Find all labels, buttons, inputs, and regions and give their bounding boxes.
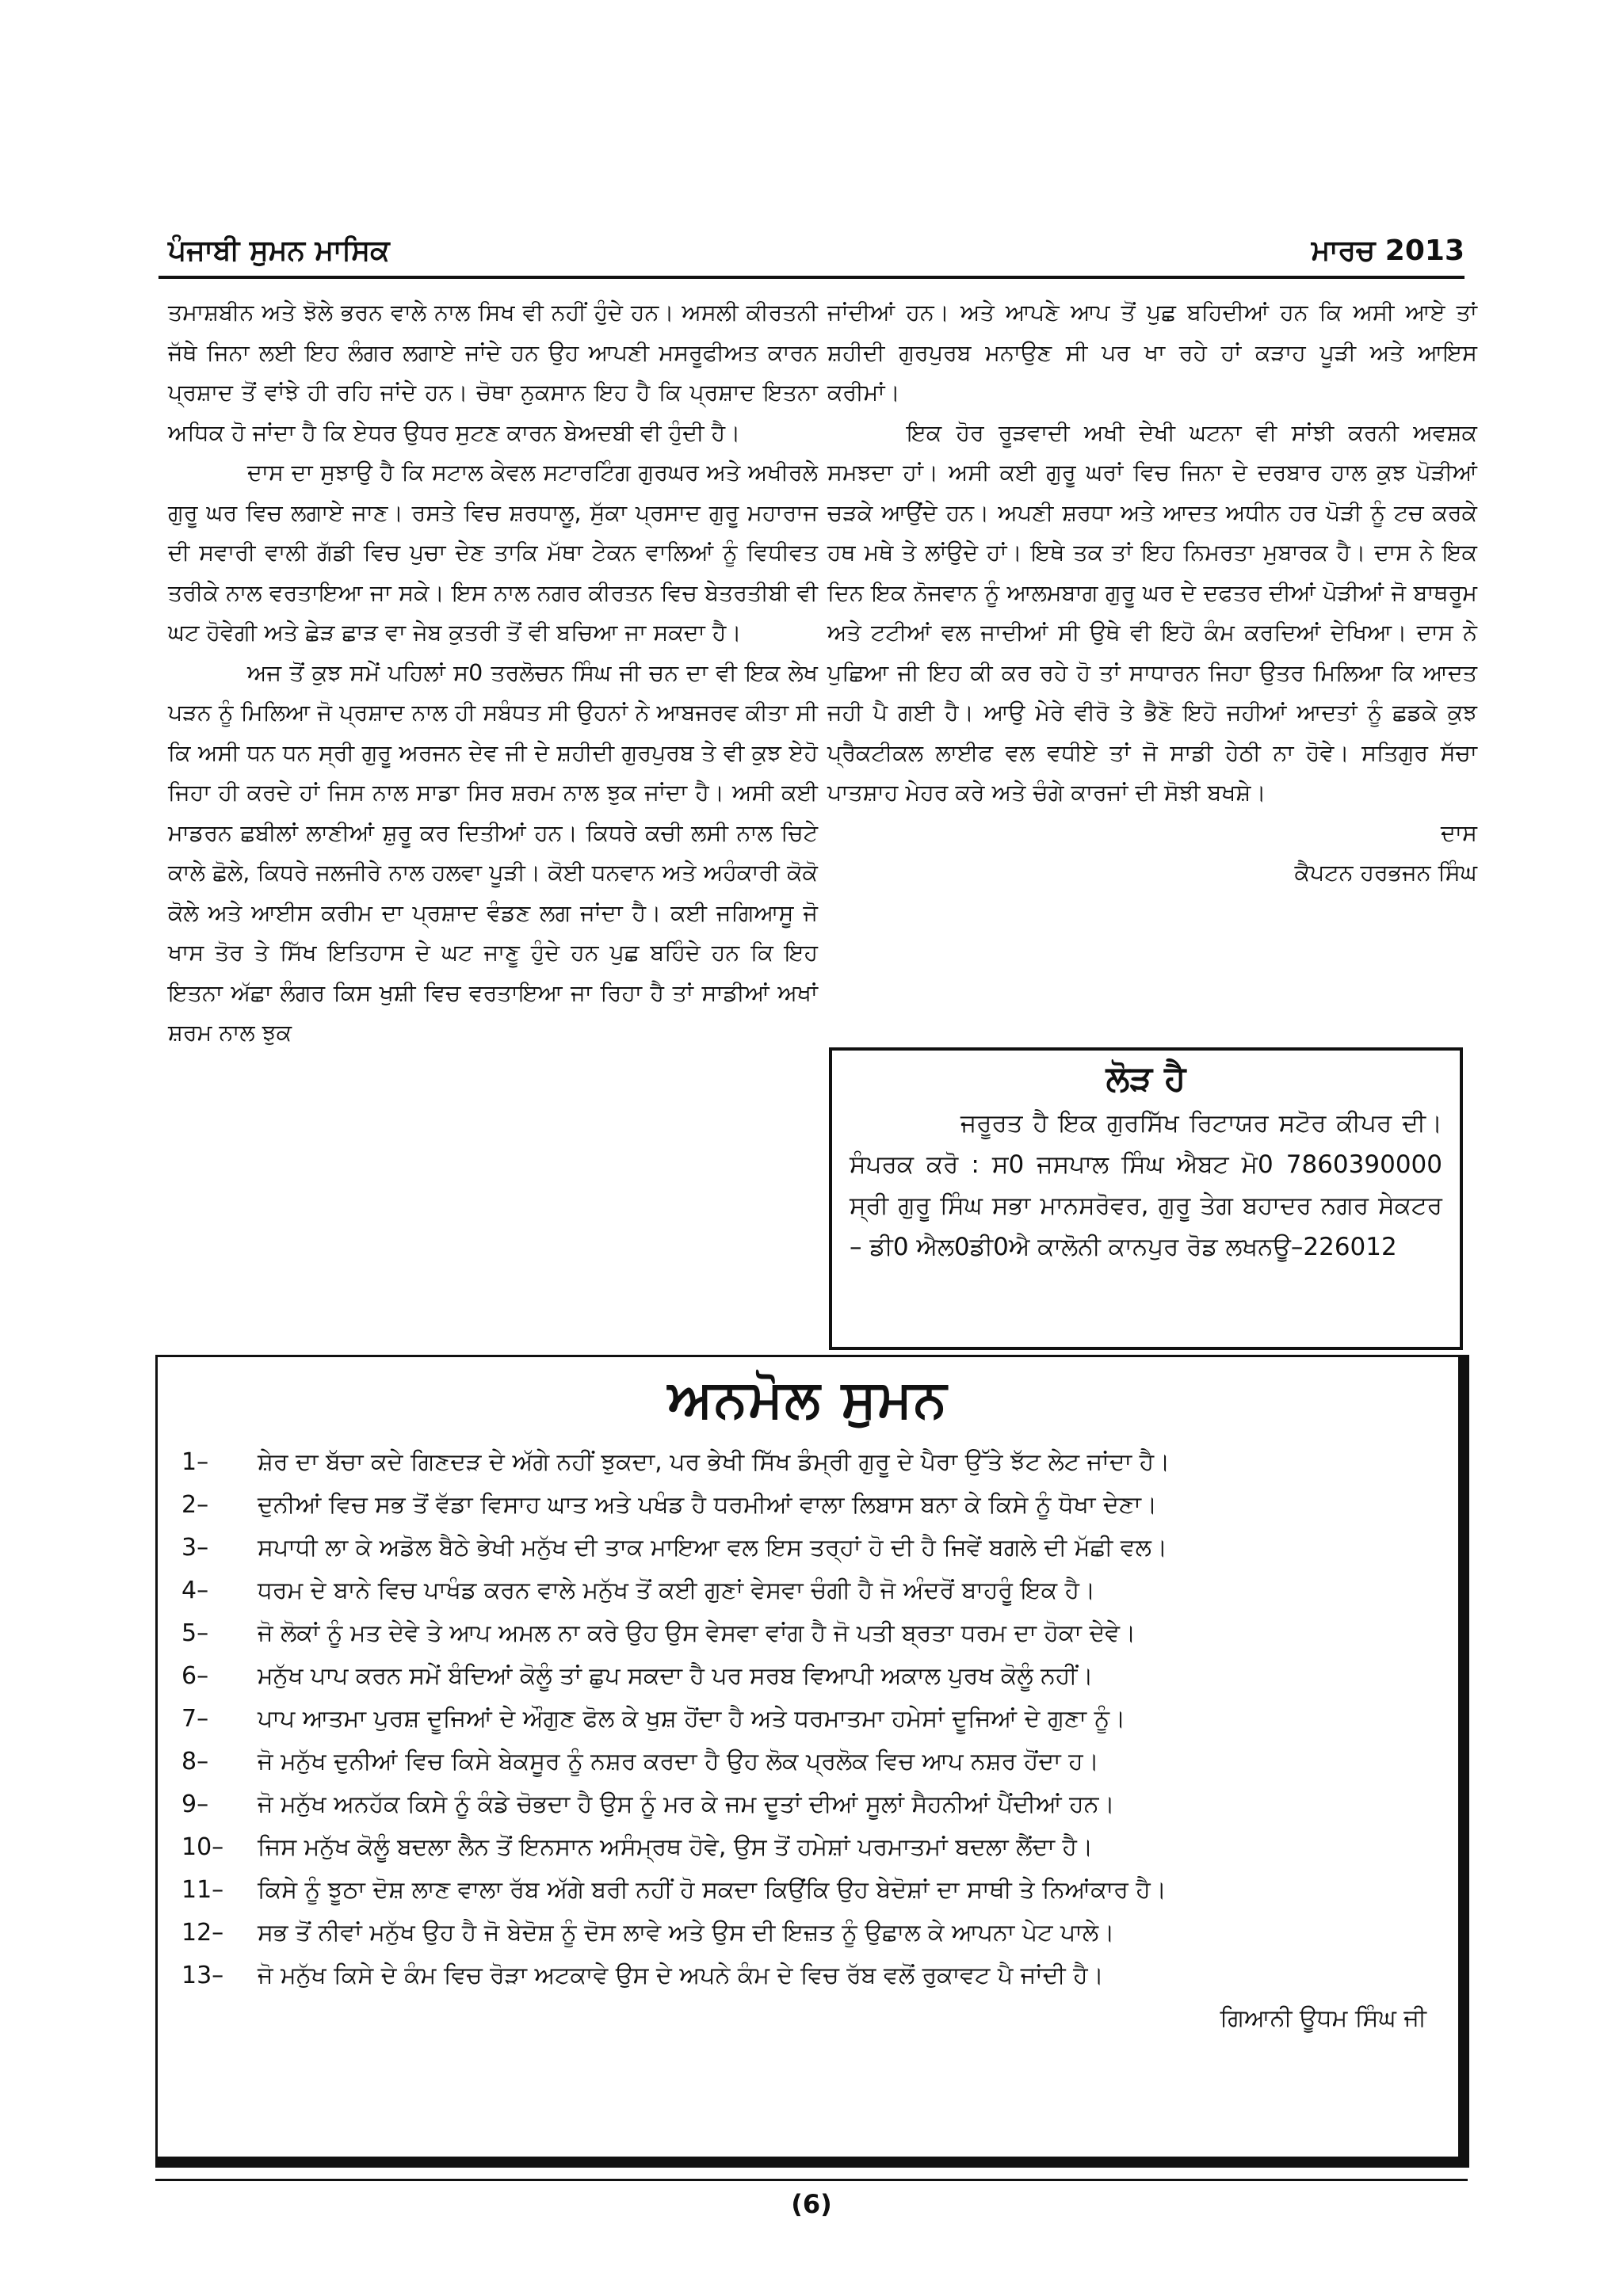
anmol-title: ਅਨਮੋਲ ਸੁਮਨ xyxy=(667,1368,949,1429)
left-paragraph-3: ਅਜ ਤੋਂ ਕੁਝ ਸਮੇਂ ਪਹਿਲਾਂ ਸ0 ਤਰਲੋਚਨ ਸਿੰਘ ਜੀ ਚਨ ਦਾ ਵੀ ਇਕ ਲੇਖ ਪੜਨ ਨੂੰ ਮਿਲਿਆ ਜੋ ਪ੍ਰਸ਼ਾਦ ਨਾਲ ਹੀ ਸਬੰਧਤ ਸੀ ਉਹਨਾਂ ਨੇ ਆਬਜਰਵ ਕੀਤਾ ਸੀ ਕਿ ਅਸੀ ਧਨ ਧਨ ਸ੍ਰੀ ਗੁਰੂ ਅਰਜਨ ਦੇਵ ਜੀ ਦੇ ਸ਼ਹੀਦੀ ਗੁਰਪੁਰਬ ਤੇ ਵੀ ਕੁਝ ਏਹੋ ਜਿਹਾ ਹੀ ਕਰਦੇ ਹਾਂ ਜਿਸ ਨਾਲ ਸਾਡਾ ਸਿਰ ਸ਼ਰਮ ਨਾਲ ਝੁਕ ਜਾਂਦਾ ਹੈ। ਅਸੀ ਕਈ ਮਾਡਰਨ ਛਬੀਲਾਂ ਲਾਣੀਆਂ ਸ਼ੁਰੂ ਕਰ ਦਿਤੀਆਂ ਹਨ। ਕਿਧਰੇ ਕਚੀ ਲਸੀ ਨਾਲ ਚਿਟੇ ਕਾਲੇ ਛੋਲੇ, ਕਿਧਰੇ ਜਲਜੀਰੇ ਨਾਲ ਹਲਵਾ ਪੂੜੀ। ਕੋਈ ਧਨਵਾਨ ਅਤੇ ਅਹੰਕਾਰੀ ਕੋਕੋ ਕੋਲੇ ਅਤੇ ਆਈਸ ਕਰੀਮ ਦਾ ਪ੍ਰਸ਼ਾਦ ਵੰਡਣ ਲਗ ਜਾਂਦਾ ਹੈ। ਕਈ ਜਗਿਆਸੂ ਜੋ ਖਾਸ ਤੋਰ ਤੇ ਸਿੱਖ ਇਤਿਹਾਸ ਦੇ ਘਟ ਜਾਣੂ ਹੁੰਦੇ ਹਨ ਪੁਛ ਬਹਿੰਦੇ ਹਨ ਕਿ ਇਹ ਇਤਨਾ ਅੱਛਾ ਲੰਗਰ ਕਿਸ ਖੁਸ਼ੀ ਵਿਚ ਵਰਤਾਇਆ ਜਾ ਰਿਹਾ ਹੈ ਤਾਂ ਸਾਡੀਆਂ ਅਖਾਂ ਸ਼ਰਮ ਨਾਲ ਝੁਕ xyxy=(168,659,818,1046)
item-text: ਜੋ ਲੋਕਾਂ ਨੂੰ ਮਤ ਦੇਵੇ ਤੇ ਆਪ ਅਮਲ ਨਾ ਕਰੇ ਉਹ ਉਸ ਵੇਸਵਾ ਵਾਂਗ ਹੈ ਜੋ ਪਤੀ ਬ੍ਰਤਾ ਧਰਮ ਦਾ ਹੋਕਾ ਦੇਵੇ। xyxy=(258,1619,1136,1647)
item-number: 11– xyxy=(181,1876,224,1904)
list-item xyxy=(181,1955,1434,1997)
header-publication-title: ਪੰਜਾਬੀ ਸੁਮਨ ਮਾਸਿਕ xyxy=(168,235,390,267)
header-issue-date: ਮਾਰਚ 2013 xyxy=(1311,235,1465,267)
right-paragraph-2: ਇਕ ਹੋਰ ਰੂੜਵਾਦੀ ਅਖੀ ਦੇਖੀ ਘਟਨਾ ਵੀ ਸਾਂਝੀ ਕਰਨੀ ਅਵਸ਼ਕ ਸਮਝਦਾ ਹਾਂ। ਅਸੀ ਕਈ ਗੁਰੂ ਘਰਾਂ ਵਿਚ ਜਿਨਾ ਦੇ ਦਰਬਾਰ ਹਾਲ ਕੁਝ ਪੋੜੀਆਂ ਚੜਕੇ ਆਉਂਦੇ ਹਨ। ਅਪਣੀ ਸ਼ਰਧਾ ਅਤੇ ਆਦਤ ਅਧੀਨ ਹਰ ਪੋੜੀ ਨੂੰ ਟਚ ਕਰਕੇ ਹਥ ਮਥੇ ਤੇ ਲਾਂਉਦੇ ਹਾਂ। ਇਥੇ ਤਕ ਤਾਂ ਇਹ ਨਿਮਰਤਾ ਮੁਬਾਰਕ ਹੈ। ਦਾਸ ਨੇ ਇਕ ਦਿਨ ਇਕ ਨੋਜਵਾਨ ਨੂੰ ਆਲਮਬਾਗ ਗੁਰੂ ਘਰ ਦੇ ਦਫਤਰ ਦੀਆਂ ਪੋੜੀਆਂ ਜੋ ਬਾਥਰੂਮ ਅਤੇ ਟਟੀਆਂ ਵਲ ਜਾਦੀਆਂ ਸੀ ਉਥੇ ਵੀ ਇਹੋ ਕੰਮ ਕਰਦਿਆਂ ਦੇਖਿਆ। ਦਾਸ ਨੇ ਪੁਛਿਆ ਜੀ ਇਹ ਕੀ ਕਰ ਰਹੇ ਹੋ ਤਾਂ ਸਾਧਾਰਨ ਜਿਹਾ ਉਤਰ ਮਿਲਿਆ ਕਿ ਆਦਤ ਜਹੀ ਪੈ ਗਈ ਹੈ। ਆਉ ਮੇਰੇ ਵੀਰੋ ਤੇ ਭੈਣੋ ਇਹੋ ਜਹੀਆਂ ਆਦਤਾਂ ਨੂੰ ਛਡਕੇ ਕੁਝ ਪ੍ਰੈਕਟੀਕਲ ਲਾਈਫ ਵਲ ਵਧੀਏ ਤਾਂ ਜੋ ਸਾਡੀ ਹੇਠੀ ਨਾ ਹੋਵੇ। ਸਤਿਗੁਰ ਸੱਚਾ ਪਾਤਸ਼ਾਹ ਮੇਹਰ ਕਰੇ ਅਤੇ ਚੰਗੇ ਕਾਰਜਾਂ ਦੀ ਸੋਝੀ ਬਖਸ਼ੇ। xyxy=(827,419,1477,806)
list-item xyxy=(181,1655,1434,1698)
list-item xyxy=(181,1612,1434,1655)
item-number: 1– xyxy=(181,1448,209,1476)
list-item xyxy=(181,1826,1434,1869)
item-number: 6– xyxy=(181,1662,209,1690)
item-text: ਸ਼ੇਰ ਦਾ ਬੱਚਾ ਕਦੇ ਗਿਣਦੜ ਦੇ ਅੱਗੇ ਨਹੀਂ ਝੁਕਦਾ, ਪਰ ਭੇਖੀ ਸਿੱਖ ਡੰਮ੍ਰੀ ਗੁਰੂ ਦੇ ਪੈਰਾ ਉੱਤੇ ਝੱਟ ਲੇਟ ਜਾਂਦਾ ਹੈ। xyxy=(258,1448,1170,1476)
left-paragraph-2: ਦਾਸ ਦਾ ਸੁਝਾਉ ਹੈ ਕਿ ਸਟਾਲ ਕੇਵਲ ਸਟਾਰਟਿੰਗ ਗੁਰਘਰ ਅਤੇ ਅਖੀਰਲੇ ਗੁਰੂ ਘਰ ਵਿਚ ਲਗਾਏ ਜਾਣ। ਰਸਤੇ ਵਿਚ ਸ਼ਰਧਾਲੂ, ਸੁੱਕਾ ਪ੍ਰਸਾਦ ਗੁਰੂ ਮਹਾਰਾਜ ਦੀ ਸਵਾਰੀ ਵਾਲੀ ਗੱਡੀ ਵਿਚ ਪੁਚਾ ਦੇਣ ਤਾਕਿ ਮੱਥਾ ਟੇਕਨ ਵਾਲਿਆਂ ਨੂੰ ਵਿਧੀਵਤ ਤਰੀਕੇ ਨਾਲ ਵਰਤਾਇਆ ਜਾ ਸਕੇ। ਇਸ ਨਾਲ ਨਗਰ ਕੀਰਤਨ ਵਿਚ ਬੇਤਰਤੀਬੀ ਵੀ ਘਟ ਹੋਵੇਗੀ ਅਤੇ ਛੇੜ ਛਾੜ ਵਾ ਜੇਬ ਕੁਤਰੀ ਤੋਂ ਵੀ ਬਚਿਆ ਜਾ ਸਕਦਾ ਹੈ। xyxy=(168,460,818,646)
wanted-notice-box xyxy=(829,1047,1463,1350)
list-item xyxy=(181,1484,1434,1527)
item-text: ਕਿਸੇ ਨੂੰ ਝੂਠਾ ਦੋਸ਼ ਲਾਣ ਵਾਲਾ ਰੱਬ ਅੱਗੇ ਬਰੀ ਨਹੀਂ ਹੋ ਸਕਦਾ ਕਿਉਂਕਿ ਉਹ ਬੇਦੋਸ਼ਾਂ ਦਾ ਸਾਥੀ ਤੇ ਨਿਆਂਕਾਰ ਹੈ। xyxy=(258,1876,1167,1904)
anmol-author: ਗਿਆਨੀ ਊਧਮ ਸਿੰਘ ਜੀ xyxy=(1220,2004,1426,2032)
list-item xyxy=(181,1869,1434,1912)
item-text: ਦੁਨੀਆਂ ਵਿਚ ਸਭ ਤੋਂ ਵੱਡਾ ਵਿਸਾਹ ਘਾਤ ਅਤੇ ਪਖੰਡ ਹੈ ਧਰਮੀਆਂ ਵਾਲਾ ਲਿਬਾਸ ਬਨਾ ਕੇ ਕਿਸੇ ਨੂੰ ਧੋਖਾ ਦੇਣਾ। xyxy=(258,1491,1158,1519)
item-number: 3– xyxy=(181,1534,209,1562)
item-number: 7– xyxy=(181,1705,209,1733)
page-number: (6) xyxy=(791,2189,832,2219)
right-paragraph-1: ਜਾਂਦੀਆਂ ਹਨ। ਅਤੇ ਆਪਣੇ ਆਪ ਤੋਂ ਪੁਛ ਬਹਿਦੀਆਂ ਹਨ ਕਿ ਅਸੀ ਆਏ ਤਾਂ ਸ਼ਹੀਦੀ ਗੁਰਪੁਰਬ ਮਨਾਉਣ ਸੀ ਪਰ ਖਾ ਰਹੇ ਹਾਂ ਕੜਾਹ ਪੂੜੀ ਅਤੇ ਆਇਸ ਕਰੀਮਾਂ। xyxy=(827,299,1477,406)
list-item xyxy=(181,1441,1434,1484)
item-number: 10– xyxy=(181,1833,224,1861)
anmol-suman-box xyxy=(155,1355,1469,2168)
item-number: 12– xyxy=(181,1919,224,1947)
item-number: 8– xyxy=(181,1748,209,1775)
item-text: ਜਿਸ ਮਨੁੱਖ ਕੋਲੂੰ ਬਦਲਾ ਲੈਨ ਤੋਂ ਇਨਸਾਨ ਅਸੰਮ੍ਰਥ ਹੋਵੇ, ਉਸ ਤੋਂ ਹਮੇਸ਼ਾਂ ਪਰਮਾਤਮਾਂ ਬਦਲਾ ਲੈਂਦਾ ਹੈ। xyxy=(258,1833,1094,1861)
item-text: ਜੋ ਮਨੁੱਖ ਕਿਸੇ ਦੇ ਕੰਮ ਵਿਚ ਰੋੜਾ ਅਟਕਾਵੇ ਉਸ ਦੇ ਅਪਨੇ ਕੰਮ ਦੇ ਵਿਚ ਰੱਬ ਵਲੋਂ ਰੁਕਾਵਟ ਪੈ ਜਾਂਦੀ ਹੈ। xyxy=(258,1962,1104,1989)
item-text: ਜੋ ਮਨੁੱਖ ਦੁਨੀਆਂ ਵਿਚ ਕਿਸੇ ਬੇਕਸੂਰ ਨੂੰ ਨਸ਼ਰ ਕਰਦਾ ਹੈ ਉਹ ਲੋਕ ਪ੍ਰਲੋਕ ਵਿਚ ਆਪ ਨਸ਼ਰ ਹੋਂਦਾ ਹ। xyxy=(258,1748,1099,1775)
item-text: ਜੋ ਮਨੁੱਖ ਅਨਹੱਕ ਕਿਸੇ ਨੂੰ ਕੰਡੇ ਚੋਭਦਾ ਹੈ ਉਸ ਨੂੰ ਮਰ ਕੇ ਜਮ ਦੂਤਾਂ ਦੀਆਂ ਸੂਲਾਂ ਸੈਹਨੀਆਂ ਪੈਂਦੀਆਂ ਹਨ। xyxy=(258,1791,1115,1818)
item-text: ਮਨੁੱਖ ਪਾਪ ਕਰਨ ਸਮੇਂ ਬੰਦਿਆਂ ਕੋਲੂੰ ਤਾਂ ਛੁਪ ਸਕਦਾ ਹੈ ਪਰ ਸਰਬ ਵਿਆਪੀ ਅਕਾਲ ਪੁਰਖ ਕੋਲੂੰ ਨਹੀਂ। xyxy=(258,1662,1094,1690)
item-number: 9– xyxy=(181,1791,209,1818)
right-column xyxy=(827,293,1477,894)
item-number: 4– xyxy=(181,1577,209,1604)
item-text: ਧਰਮ ਦੇ ਬਾਨੇ ਵਿਚ ਪਾਖੰਡ ਕਰਨ ਵਾਲੇ ਮਨੁੱਖ ਤੋਂ ਕਈ ਗੁਣਾਂ ਵੇਸਵਾ ਚੰਗੀ ਹੈ ਜੋ ਅੰਦਰੋਂ ਬਾਹਰੂੰ ਇਕ ਹੈ। xyxy=(258,1577,1096,1604)
item-text: ਸਭ ਤੋਂ ਨੀਵਾਂ ਮਨੁੱਖ ਉਹ ਹੈ ਜੋ ਬੇਦੋਸ਼ ਨੂੰ ਦੋਸ ਲਾਵੇ ਅਤੇ ਉਸ ਦੀ ਇਜ਼ਤ ਨੂੰ ਉਛਾਲ ਕੇ ਆਪਨਾ ਪੇਟ ਪਾਲੇ। xyxy=(258,1919,1115,1947)
header-rule xyxy=(158,276,1465,279)
item-text: ਪਾਪ ਆਤਮਾ ਪੁਰਸ਼ ਦੂਜਿਆਂ ਦੇ ਔਗੁਣ ਫੋਲ ਕੇ ਖੁਸ਼ ਹੋਂਦਾ ਹੈ ਅਤੇ ਧਰਮਾਤਮਾ ਹਮੇਸਾਂ ਦੂਜਿਆਂ ਦੇ ਗੁਣਾ ਨੂੰ। xyxy=(258,1705,1126,1733)
list-item xyxy=(181,1912,1434,1955)
signature-das: ਦਾਸ xyxy=(1441,819,1477,846)
signature-name: ਕੈਪਟਨ ਹਰਭਜਨ ਸਿੰਘ xyxy=(1294,860,1477,886)
notice-body: ਜਰੂਰਤ ਹੈ ਇਕ ਗੁਰਸਿੱਖ ਰਿਟਾਯਰ ਸਟੋਰ ਕੀਪਰ ਦੀ। ਸੰਪਰਕ ਕਰੋ : ਸ0 ਜਸਪਾਲ ਸਿੰਘ ਐਬਟ ਮੋ0 7860390000 ਸ੍ਰੀ ਗੁਰੂ ਸਿੰਘ ਸਭਾ ਮਾਨਸਰੋਵਰ, ਗੁਰੂ ਤੇਗ ਬਹਾਦਰ ਨਗਰ ਸੇਕਟਰ – ਡੀ0 ਐਲ0ਡੀ0ਐ ਕਾਲੋਨੀ ਕਾਨਪੁਰ ਰੋਡ ਲਖਨਊ–226012 xyxy=(850,1109,1442,1261)
footer-rule xyxy=(155,2179,1468,2181)
item-number: 5– xyxy=(181,1619,209,1647)
anmol-list xyxy=(181,1441,1434,1997)
left-paragraph-1: ਤਮਾਸ਼ਬੀਨ ਅਤੇ ਝੋਲੇ ਭਰਨ ਵਾਲੇ ਨਾਲ ਸਿਖ ਵੀ ਨਹੀਂ ਹੁੰਦੇ ਹਨ। ਅਸਲੀ ਕੀਰਤਨੀ ਜੱਥੇ ਜਿਨਾ ਲਈ ਇਹ ਲੰਗਰ ਲਗਾਏ ਜਾਂਦੇ ਹਨ ਉਹ ਆਪਣੀ ਮਸਰੂਫੀਅਤ ਕਾਰਨ ਪ੍ਰਸ਼ਾਦ ਤੋਂ ਵਾਂਝੇ ਹੀ ਰਹਿ ਜਾਂਦੇ ਹਨ। ਚੋਥਾ ਨੁਕਸਾਨ ਇਹ ਹੈ ਕਿ ਪ੍ਰਸ਼ਾਦ ਇਤਨਾ ਅਧਿਕ ਹੋ ਜਾਂਦਾ ਹੈ ਕਿ ਏਧਰ ਉਧਰ ਸੁਟਣ ਕਾਰਨ ਬੇਅਦਬੀ ਵੀ ਹੁੰਦੀ ਹੈ। xyxy=(168,299,818,446)
list-item xyxy=(181,1569,1434,1612)
item-number: 2– xyxy=(181,1491,209,1519)
list-item xyxy=(181,1783,1434,1826)
list-item xyxy=(181,1527,1434,1569)
item-text: ਸਪਾਧੀ ਲਾ ਕੇ ਅਡੋਲ ਬੈਠੇ ਭੇਖੀ ਮਨੁੱਖ ਦੀ ਤਾਕ ਮਾਇਆ ਵਲ ਇਸ ਤਰ੍ਹਾਂ ਹੋ ਦੀ ਹੈ ਜਿਵੇਂ ਬਗਲੇ ਦੀ ਮੱਛੀ ਵਲ। xyxy=(258,1534,1168,1562)
left-column xyxy=(168,293,818,1054)
list-item xyxy=(181,1698,1434,1741)
notice-title: ਲੋੜ ਹੈ xyxy=(1106,1058,1186,1099)
list-item xyxy=(181,1741,1434,1783)
item-number: 13– xyxy=(181,1962,224,1989)
